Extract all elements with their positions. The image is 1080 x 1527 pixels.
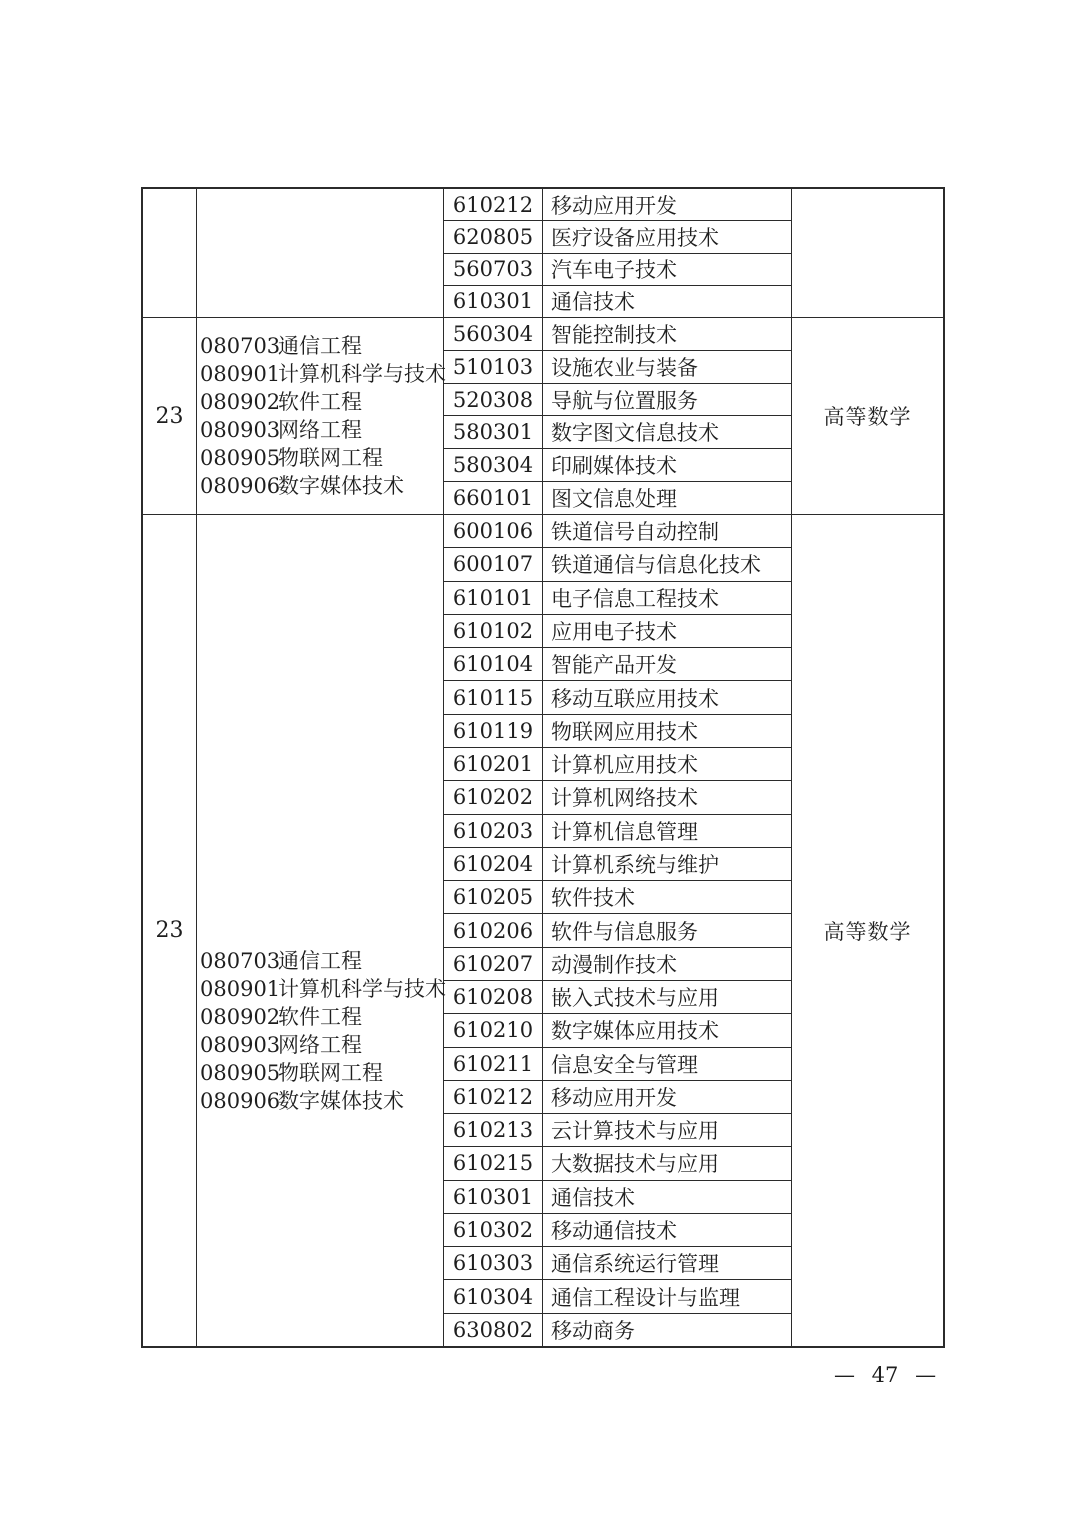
major-code: 080903 bbox=[200, 1033, 281, 1057]
specialty-code-cell: 610202 bbox=[444, 781, 543, 813]
table-row bbox=[444, 384, 791, 417]
specialty-code-cell: 610302 bbox=[444, 1214, 543, 1246]
major-name: 计算机科学与技术 bbox=[278, 977, 446, 1001]
major-code: 080901 bbox=[200, 362, 281, 386]
specialty-code-cell: 610119 bbox=[444, 715, 543, 747]
specialty-rows bbox=[444, 189, 792, 317]
specialty-name-cell: 医疗设备应用技术 bbox=[551, 225, 719, 250]
major-line bbox=[200, 1059, 443, 1087]
major-code: 080906 bbox=[200, 1089, 281, 1113]
specialty-name-cell: 通信系统运行管理 bbox=[551, 1252, 719, 1277]
table-row bbox=[444, 1014, 791, 1047]
specialty-name-cell: 嵌入式技术与应用 bbox=[551, 986, 719, 1011]
page-number: — 47 — bbox=[834, 1363, 937, 1387]
specialty-code-cell: 520308 bbox=[444, 384, 543, 416]
specialty-name-cell: 智能产品开发 bbox=[551, 653, 677, 678]
specialty-code-cell: 610102 bbox=[444, 615, 543, 647]
specialty-name-cell: 动漫制作技术 bbox=[551, 952, 677, 977]
specialty-name-cell: 移动商务 bbox=[551, 1318, 635, 1343]
table-row bbox=[444, 1147, 791, 1180]
majors-cell bbox=[197, 318, 444, 514]
major-code: 080903 bbox=[200, 418, 281, 442]
major-code: 080906 bbox=[200, 474, 281, 498]
specialty-code-cell: 610304 bbox=[444, 1280, 543, 1312]
table-row bbox=[444, 815, 791, 848]
specialty-rows bbox=[444, 318, 792, 514]
table-row bbox=[444, 681, 791, 714]
specialty-code-cell: 610301 bbox=[444, 286, 543, 317]
major-code: 080902 bbox=[200, 1005, 281, 1029]
table-row bbox=[444, 254, 791, 286]
major-line bbox=[200, 1087, 443, 1115]
table-row bbox=[444, 416, 791, 449]
table-row bbox=[444, 449, 791, 482]
majors-cell bbox=[197, 189, 444, 317]
table-row bbox=[444, 221, 791, 253]
row-number-cell: 23 bbox=[143, 515, 197, 1346]
table-row bbox=[444, 1214, 791, 1247]
row-number-cell bbox=[143, 189, 197, 317]
specialty-name-cell: 移动应用开发 bbox=[551, 1085, 677, 1110]
table-row bbox=[444, 615, 791, 648]
specialty-code-cell: 610208 bbox=[444, 981, 543, 1013]
major-line bbox=[200, 444, 443, 472]
specialty-code-cell: 610301 bbox=[444, 1181, 543, 1213]
specialty-name-cell: 软件技术 bbox=[551, 886, 635, 911]
table-row bbox=[444, 781, 791, 814]
exam-subject-cell: 高等数学 bbox=[823, 919, 912, 944]
majors-cell bbox=[197, 515, 444, 1346]
specialty-name-cell: 计算机系统与维护 bbox=[551, 852, 719, 877]
table-row bbox=[444, 1247, 791, 1280]
specialty-code-cell: 610303 bbox=[444, 1247, 543, 1279]
specialty-code-cell: 600107 bbox=[444, 548, 543, 580]
specialty-code-cell: 560703 bbox=[444, 254, 543, 285]
major-name: 数字媒体技术 bbox=[278, 474, 404, 498]
table-section bbox=[143, 318, 943, 515]
specialty-code-cell: 600106 bbox=[444, 515, 543, 547]
major-line bbox=[200, 975, 446, 1003]
specialty-name-cell: 数字图文信息技术 bbox=[551, 421, 719, 446]
major-line bbox=[200, 1003, 443, 1031]
major-name: 计算机科学与技术 bbox=[278, 362, 446, 386]
specialty-code-cell: 610205 bbox=[444, 881, 543, 913]
table-row bbox=[444, 715, 791, 748]
specialty-code-cell: 510103 bbox=[444, 351, 543, 383]
major-name: 通信工程 bbox=[278, 334, 362, 358]
table-section bbox=[143, 515, 943, 1346]
specialty-name-cell: 通信技术 bbox=[551, 290, 635, 315]
table-row bbox=[444, 1280, 791, 1313]
specialty-name-cell: 设施农业与装备 bbox=[551, 355, 698, 380]
specialty-rows bbox=[444, 515, 792, 1346]
table-row bbox=[444, 648, 791, 681]
table-row bbox=[444, 1114, 791, 1147]
majors-list bbox=[197, 189, 443, 317]
table-row bbox=[444, 582, 791, 615]
major-code: 080703 bbox=[200, 334, 281, 358]
specialty-name-cell: 计算机信息管理 bbox=[551, 819, 698, 844]
specialty-name-cell: 导航与位置服务 bbox=[551, 388, 698, 413]
specialty-name-cell: 汽车电子技术 bbox=[551, 258, 677, 283]
major-name: 物联网工程 bbox=[278, 1061, 383, 1085]
major-line bbox=[200, 1031, 443, 1059]
major-name: 软件工程 bbox=[278, 1005, 362, 1029]
specialty-name-cell: 铁道信号自动控制 bbox=[551, 520, 719, 545]
table-section bbox=[143, 189, 943, 318]
specialty-code-cell: 580301 bbox=[444, 416, 543, 448]
table-row bbox=[444, 515, 791, 548]
majors-list bbox=[197, 318, 446, 514]
table-row bbox=[444, 948, 791, 981]
major-name: 软件工程 bbox=[278, 390, 362, 414]
table-row bbox=[444, 351, 791, 384]
specialty-name-cell: 移动通信技术 bbox=[551, 1219, 677, 1244]
specialty-name-cell: 铁道通信与信息化技术 bbox=[551, 553, 761, 578]
major-code: 080703 bbox=[200, 949, 281, 973]
specialty-name-cell: 云计算技术与应用 bbox=[551, 1119, 719, 1144]
table-row bbox=[444, 548, 791, 581]
exam-subject-table bbox=[141, 187, 945, 1348]
specialty-code-cell: 610207 bbox=[444, 948, 543, 980]
specialty-name-cell: 计算机网络技术 bbox=[551, 786, 698, 811]
specialty-code-cell: 580304 bbox=[444, 449, 543, 481]
row-number-cell: 23 bbox=[143, 318, 197, 514]
specialty-code-cell: 630802 bbox=[444, 1314, 543, 1346]
major-code: 080901 bbox=[200, 977, 281, 1001]
specialty-name-cell: 数字媒体应用技术 bbox=[551, 1019, 719, 1044]
major-code: 080902 bbox=[200, 390, 281, 414]
specialty-code-cell: 610104 bbox=[444, 648, 543, 680]
major-line bbox=[200, 332, 443, 360]
specialty-name-cell: 通信工程设计与监理 bbox=[551, 1285, 740, 1310]
specialty-name-cell: 通信技术 bbox=[551, 1185, 635, 1210]
specialty-code-cell: 610204 bbox=[444, 848, 543, 880]
table-row bbox=[444, 1314, 791, 1346]
table-row bbox=[444, 981, 791, 1014]
specialty-code-cell: 610115 bbox=[444, 681, 543, 713]
major-name: 通信工程 bbox=[278, 949, 362, 973]
specialty-code-cell: 610101 bbox=[444, 582, 543, 614]
specialty-code-cell: 610212 bbox=[444, 1081, 543, 1113]
specialty-code-cell: 610212 bbox=[444, 189, 543, 220]
specialty-code-cell: 610215 bbox=[444, 1147, 543, 1179]
specialty-name-cell: 移动应用开发 bbox=[551, 193, 677, 218]
specialty-code-cell: 660101 bbox=[444, 482, 543, 514]
major-line bbox=[200, 360, 446, 388]
specialty-name-cell: 物联网应用技术 bbox=[551, 719, 698, 744]
table-row bbox=[444, 914, 791, 947]
exam-subject-cell: 高等数学 bbox=[823, 405, 912, 429]
major-code: 080905 bbox=[200, 446, 281, 470]
table-row bbox=[444, 318, 791, 351]
specialty-code-cell: 560304 bbox=[444, 318, 543, 350]
specialty-code-cell: 610203 bbox=[444, 815, 543, 847]
specialty-name-cell: 软件与信息服务 bbox=[551, 919, 698, 944]
major-line bbox=[200, 947, 443, 975]
specialty-code-cell: 610206 bbox=[444, 914, 543, 946]
specialty-code-cell: 610201 bbox=[444, 748, 543, 780]
specialty-name-cell: 大数据技术与应用 bbox=[551, 1152, 719, 1177]
specialty-code-cell: 610211 bbox=[444, 1048, 543, 1080]
table-row bbox=[444, 848, 791, 881]
table-row bbox=[444, 1048, 791, 1081]
table-row bbox=[444, 1181, 791, 1214]
specialty-name-cell: 计算机应用技术 bbox=[551, 753, 698, 778]
table-row bbox=[444, 482, 791, 514]
major-name: 网络工程 bbox=[278, 1033, 362, 1057]
table-row bbox=[444, 286, 791, 317]
specialty-name-cell: 应用电子技术 bbox=[551, 619, 677, 644]
table-row bbox=[444, 189, 791, 221]
major-line bbox=[200, 472, 443, 500]
specialty-name-cell: 信息安全与管理 bbox=[551, 1052, 698, 1077]
table-row bbox=[444, 1081, 791, 1114]
majors-list bbox=[197, 515, 446, 1346]
major-name: 数字媒体技术 bbox=[278, 1089, 404, 1113]
exam-subject-cell bbox=[792, 189, 943, 317]
major-name: 物联网工程 bbox=[278, 446, 383, 470]
specialty-name-cell: 移动互联应用技术 bbox=[551, 686, 719, 711]
major-code: 080905 bbox=[200, 1061, 281, 1085]
specialty-code-cell: 620805 bbox=[444, 221, 543, 252]
table-row bbox=[444, 748, 791, 781]
table-row bbox=[444, 881, 791, 914]
specialty-name-cell: 电子信息工程技术 bbox=[551, 586, 719, 611]
major-line bbox=[200, 416, 443, 444]
specialty-name-cell: 印刷媒体技术 bbox=[551, 454, 677, 479]
specialty-code-cell: 610213 bbox=[444, 1114, 543, 1146]
specialty-name-cell: 图文信息处理 bbox=[551, 487, 677, 512]
specialty-code-cell: 610210 bbox=[444, 1014, 543, 1046]
major-name: 网络工程 bbox=[278, 418, 362, 442]
specialty-name-cell: 智能控制技术 bbox=[551, 322, 677, 347]
major-line bbox=[200, 388, 443, 416]
